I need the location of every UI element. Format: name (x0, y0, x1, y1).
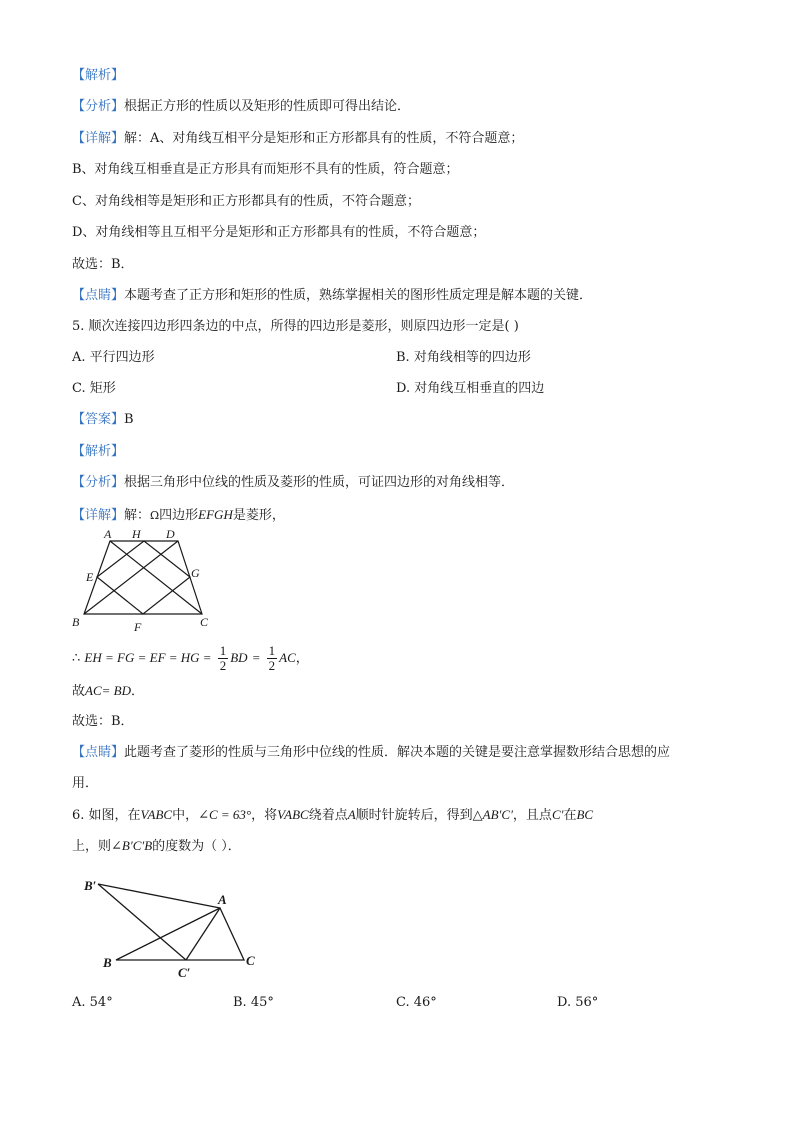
answer-tag: 【答案】 (72, 412, 125, 427)
q5-dianjing-line2: 用． (72, 776, 99, 791)
label-e: E (86, 570, 94, 584)
q6-option-b: B. 45° (233, 995, 274, 1010)
label-c: C (200, 615, 209, 629)
option-b-explain: B、对角线互相垂直是正方形具有而矩形不具有的性质，符合题意； (72, 162, 459, 177)
q6-stem-line2: 上，则∠B′C′B的度数为（ ）． (72, 838, 241, 854)
q5-trapezoid-figure (70, 527, 230, 637)
label-a: A (218, 892, 227, 907)
q5-fenxi-line: 【分析】根据三角形中位线的性质及菱形的性质，可证四边形的对角线相等． (72, 475, 515, 490)
label-g: G (191, 566, 200, 580)
label-b: B (72, 615, 80, 629)
dianjing-line-4: 【点睛】本题考查了正方形和矩形的性质，熟练掌握相关的图形性质定理是解本题的关键． (72, 288, 593, 303)
q6-option-d: D. 56° (557, 995, 599, 1010)
option-c-explain: C、对角线相等是矩形和正方形都具有的性质，不符合题意； (72, 194, 420, 209)
q5-option-d: D. 对角线互相垂直的四边 (396, 381, 545, 396)
q5-equation: ∴ EH = FG = EF = HG = $\frac{1}{2}$ BD = $\frac{1}{2}$ AC， (72, 643, 309, 673)
fenxi-tag: 【分析】 (72, 475, 125, 490)
q5-jiexi-tag: 【解析】 (72, 444, 125, 459)
q6-option-c: C. 46° (396, 995, 437, 1010)
q6-option-a: A. 54° (72, 995, 113, 1010)
q5-option-c: C. 矩形 (72, 381, 116, 396)
q5-xiangjie-line: 【详解】解：Ω四边形EFGH是菱形， (72, 507, 285, 523)
fraction-half-2: $\frac{1}{2}$ (268, 643, 276, 673)
q5-dianjing-line: 【点睛】此题考查了菱形的性质与三角形中位线的性质．解决本题的关键是要注意掌握数形结合思想的应 (72, 745, 671, 760)
q5-stem: 5. 顺次连接四边形四条边的中点，所得的四边形是菱形，则原四边形一定是( ) (72, 319, 519, 334)
xiangjie-tag: 【详解】 (72, 508, 125, 523)
q5-so-line: 故AC= BD． (72, 683, 144, 699)
dianjing-tag: 【点睛】 (72, 745, 125, 760)
label-a: A (104, 527, 112, 541)
choose-line-4: 故选：B． (72, 257, 134, 272)
xiangjie-tag: 【详解】 (72, 131, 125, 146)
fraction-half-1: $\frac{1}{2}$ (219, 643, 227, 673)
fenxi-line-4: 【分析】根据正方形的性质以及矩形的性质即可得出结论． (72, 99, 411, 114)
jiexi-tag-4: 【解析】 (72, 68, 125, 83)
because-symbol: Ω (150, 509, 160, 522)
q6-stem: 6. 如图，在VABC中，∠C = 63°，将VABC绕着点A顺时针旋转后，得到△AB′C′，且点C′在BC (72, 807, 594, 823)
q5-choose: 故选：B． (72, 714, 134, 729)
label-c-prime: C′ (178, 965, 191, 980)
label-f: F (134, 620, 142, 634)
q5-answer: 【答案】B (72, 412, 134, 427)
xiangjie-line-4: 【详解】解：A、对角线互相平分是矩形和正方形都具有的性质，不符合题意； (72, 131, 524, 146)
q5-option-b: B. 对角线相等的四边形 (396, 350, 531, 365)
fenxi-tag: 【分析】 (72, 99, 125, 114)
option-d-explain: D、对角线相等且互相平分是矩形和正方形都具有的性质，不符合题意； (72, 225, 486, 240)
dianjing-tag: 【点睛】 (72, 288, 125, 303)
q6-rotation-figure (80, 872, 280, 982)
q5-option-a: A. 平行四边形 (72, 350, 155, 365)
label-b-prime: B′ (84, 878, 97, 893)
label-h: H (132, 527, 141, 541)
label-c: C (246, 953, 255, 968)
label-b: B (103, 955, 112, 970)
label-d: D (166, 527, 175, 541)
